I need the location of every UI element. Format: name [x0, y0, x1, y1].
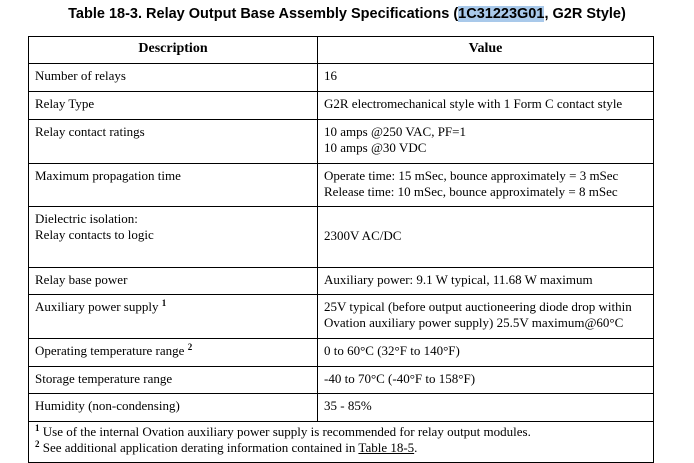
row-description — [29, 394, 318, 422]
row-description — [29, 92, 318, 120]
description-text: Relay Type — [35, 96, 95, 111]
title-highlight: 1C31223G01 — [458, 6, 545, 22]
description-line: Relay contacts to logic — [35, 227, 154, 242]
row-value — [318, 268, 654, 295]
description-text: Humidity (non-condensing) — [35, 398, 180, 413]
value-text: G2R electromechanical style with 1 Form C contact style — [324, 96, 623, 111]
value-text: 2300V AC/DC — [324, 228, 402, 243]
value-text: 16 — [324, 68, 337, 83]
footnote-2-end: . — [414, 440, 418, 455]
row-value — [318, 120, 654, 164]
table-title — [0, 6, 694, 22]
row-value — [318, 394, 654, 422]
table-row — [29, 268, 654, 295]
footnotes-row — [29, 422, 654, 463]
table-row — [29, 339, 654, 367]
value-line: Release time: 10 mSec, bounce approximately = 8 mSec — [324, 184, 618, 199]
row-description — [29, 268, 318, 295]
row-description — [29, 339, 318, 367]
spec-table — [28, 36, 654, 463]
row-description — [29, 120, 318, 164]
value-text: Auxiliary power: 9.1 W typical, 11.68 W maximum — [324, 272, 593, 287]
title-prefix: Table 18-3. Relay Output Base Assembly Specifications ( — [68, 6, 459, 22]
row-value — [318, 207, 654, 268]
footnote-1 — [35, 424, 647, 440]
table-row — [29, 367, 654, 394]
table-row — [29, 120, 654, 164]
row-value — [318, 339, 654, 367]
row-description — [29, 164, 318, 207]
table-row — [29, 394, 654, 422]
row-value — [318, 92, 654, 120]
description-text: Number of relays — [35, 68, 126, 83]
row-value — [318, 295, 654, 339]
value-text: 35 - 85% — [324, 398, 372, 413]
row-value — [318, 367, 654, 394]
description-text: Operating temperature range — [35, 343, 185, 358]
footnote-1-number: 1 — [35, 423, 40, 433]
table-row — [29, 207, 654, 268]
description-text: Maximum propagation time — [35, 168, 181, 183]
value-line: 10 amps @30 VDC — [324, 140, 427, 155]
description-line: Dielectric isolation: — [35, 211, 138, 226]
value-line: Ovation auxiliary power supply) 25.5V maximum@60°C — [324, 315, 624, 330]
value-text: -40 to 70°C (-40°F to 158°F) — [324, 371, 476, 386]
description-text: Auxiliary power supply — [35, 299, 159, 314]
table-row — [29, 92, 654, 120]
footnote-1-text: Use of the internal Ovation auxiliary power supply is recommended for relay output modules. — [39, 424, 531, 439]
table-18-5-link[interactable]: Table 18-5 — [358, 440, 415, 455]
header-value: Value — [318, 37, 654, 64]
table-row — [29, 295, 654, 339]
footnote-2 — [35, 440, 647, 456]
value-line: Operate time: 15 mSec, bounce approximately = 3 mSec — [324, 168, 619, 183]
footnote-2-number: 2 — [35, 439, 40, 449]
row-value — [318, 64, 654, 92]
value-text: 0 to 60°C (32°F to 140°F) — [324, 343, 460, 358]
description-text: Relay base power — [35, 272, 128, 287]
header-row — [29, 37, 654, 64]
row-description — [29, 64, 318, 92]
description-text: Storage temperature range — [35, 371, 173, 386]
description-text: Relay contact ratings — [35, 124, 145, 139]
header-description: Description — [29, 37, 318, 64]
row-description — [29, 367, 318, 394]
footnote-2-text: See additional application derating information contained in — [39, 440, 359, 455]
row-description — [29, 207, 318, 268]
value-line: 10 amps @250 VAC, PF=1 — [324, 124, 466, 139]
title-suffix: , G2R Style) — [544, 6, 626, 22]
footnote-marker: 1 — [161, 298, 167, 308]
footnotes-cell — [29, 422, 654, 463]
row-description — [29, 295, 318, 339]
table-row — [29, 64, 654, 92]
footnote-marker: 2 — [187, 342, 193, 352]
row-value — [318, 164, 654, 207]
value-line: 25V typical (before output auctioneering diode drop within — [324, 299, 632, 314]
table-row — [29, 164, 654, 207]
